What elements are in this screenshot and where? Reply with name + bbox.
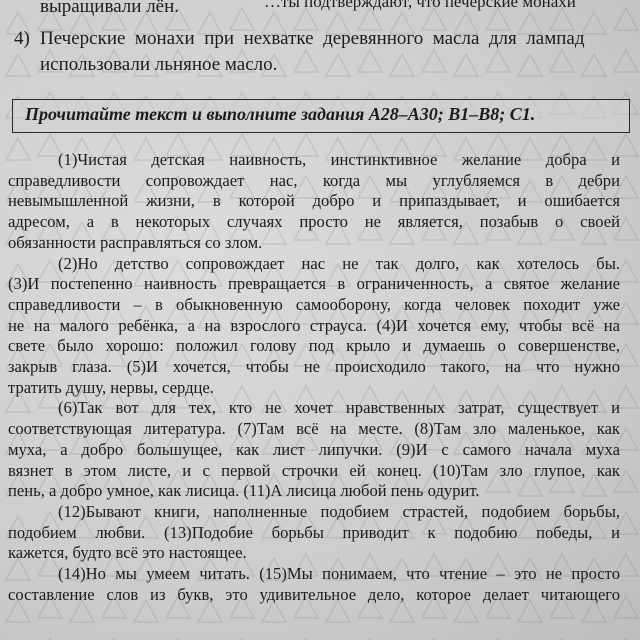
text-line: (14)Но мы умеем читать. (15)Мы понимаем, что чтение – это не просто (58, 564, 620, 584)
answer-option-4-text: Печерские монахи при нехватке деревянного масла для лампад (40, 28, 585, 49)
text-line: невымышленной жизни, в которой добро и припаздывает, и ошибается (8, 191, 620, 211)
task-instruction-title: Прочитайте текст и выполните задания А28–А30; В1–В8; С1. (25, 104, 536, 124)
answer-option-4 (14, 26, 634, 52)
text-line: подобием любви. (13)Подобие борьбы приводит к подобию победы, и (8, 522, 620, 542)
text-line: (3)И постепенно наивность превращается в ограниченность, а святое желание (8, 274, 620, 294)
previous-question-tail (14, 0, 634, 78)
answer-option-4-number: 4) (14, 28, 30, 49)
text-line: составление слов из букв, это удивительное дело, которое делает читающего (8, 584, 620, 604)
top-line-1-text: выращивали лён. (40, 0, 180, 17)
answer-option-4-continuation (14, 52, 634, 78)
text-line: справедливости – в обыкновенную самооборону, когда человек походит уже (8, 294, 620, 314)
text-line: (1)Чистая детская наивность, инстинктивное желание добра и (58, 150, 620, 169)
answer-option-4-continuation-text: использовали льняное масло. (40, 54, 278, 75)
top-line-1-cut-text: …ты подтверждают, что печерские монахи (264, 0, 576, 11)
text-line: (6)Так вот для тех, кто не хочет нравственных затрат, существует и (58, 398, 620, 418)
text-line: свете было хорошо: положил голову под крыло и думаешь о совершенстве, (8, 336, 620, 356)
text-line: справедливости сопровождает нас, когда мы углубляемся в дебри (8, 170, 620, 190)
text-line: обязанности расправляться со злом. (8, 232, 263, 252)
reading-text (8, 150, 620, 605)
text-line: кажется, будто всё это настоящее. (8, 543, 247, 563)
text-line: (2)Но детство сопровождает нас не так долго, как хотелось бы. (58, 253, 620, 273)
text-line: пень, а добро умное, как лисица. (11)А лисица любой пень одурит. (8, 481, 480, 501)
task-instruction-box (12, 99, 630, 133)
text-line: муха, а добро большущее, как лист липучки. (9)И с самого начала муха (8, 439, 620, 459)
text-line: тратить душу, нервы, сердце. (8, 377, 214, 397)
top-line-1 (14, 0, 634, 20)
text-line: не на малого ребёнка, а на взрослого страуса. (4)И хочется ему, чтобы всё на (8, 315, 620, 335)
text-line: вязнет в этом листе, и с первой строчки ей конец. (10)Там зло глупое, как (8, 460, 620, 480)
text-line: адресом, а в некоторых случаях просто не является, позабыв о своей (8, 212, 620, 232)
text-line: закрыв глаза. (5)И хочется, чтобы не происходило такого, на что нужно (8, 357, 620, 377)
text-line: (12)Бывают книги, наполненные подобием страстей, подобием борьбы, (58, 501, 620, 521)
text-line: соответствующая литература. (7)Там всё на месте. (8)Там зло маленькое, как (8, 419, 620, 439)
